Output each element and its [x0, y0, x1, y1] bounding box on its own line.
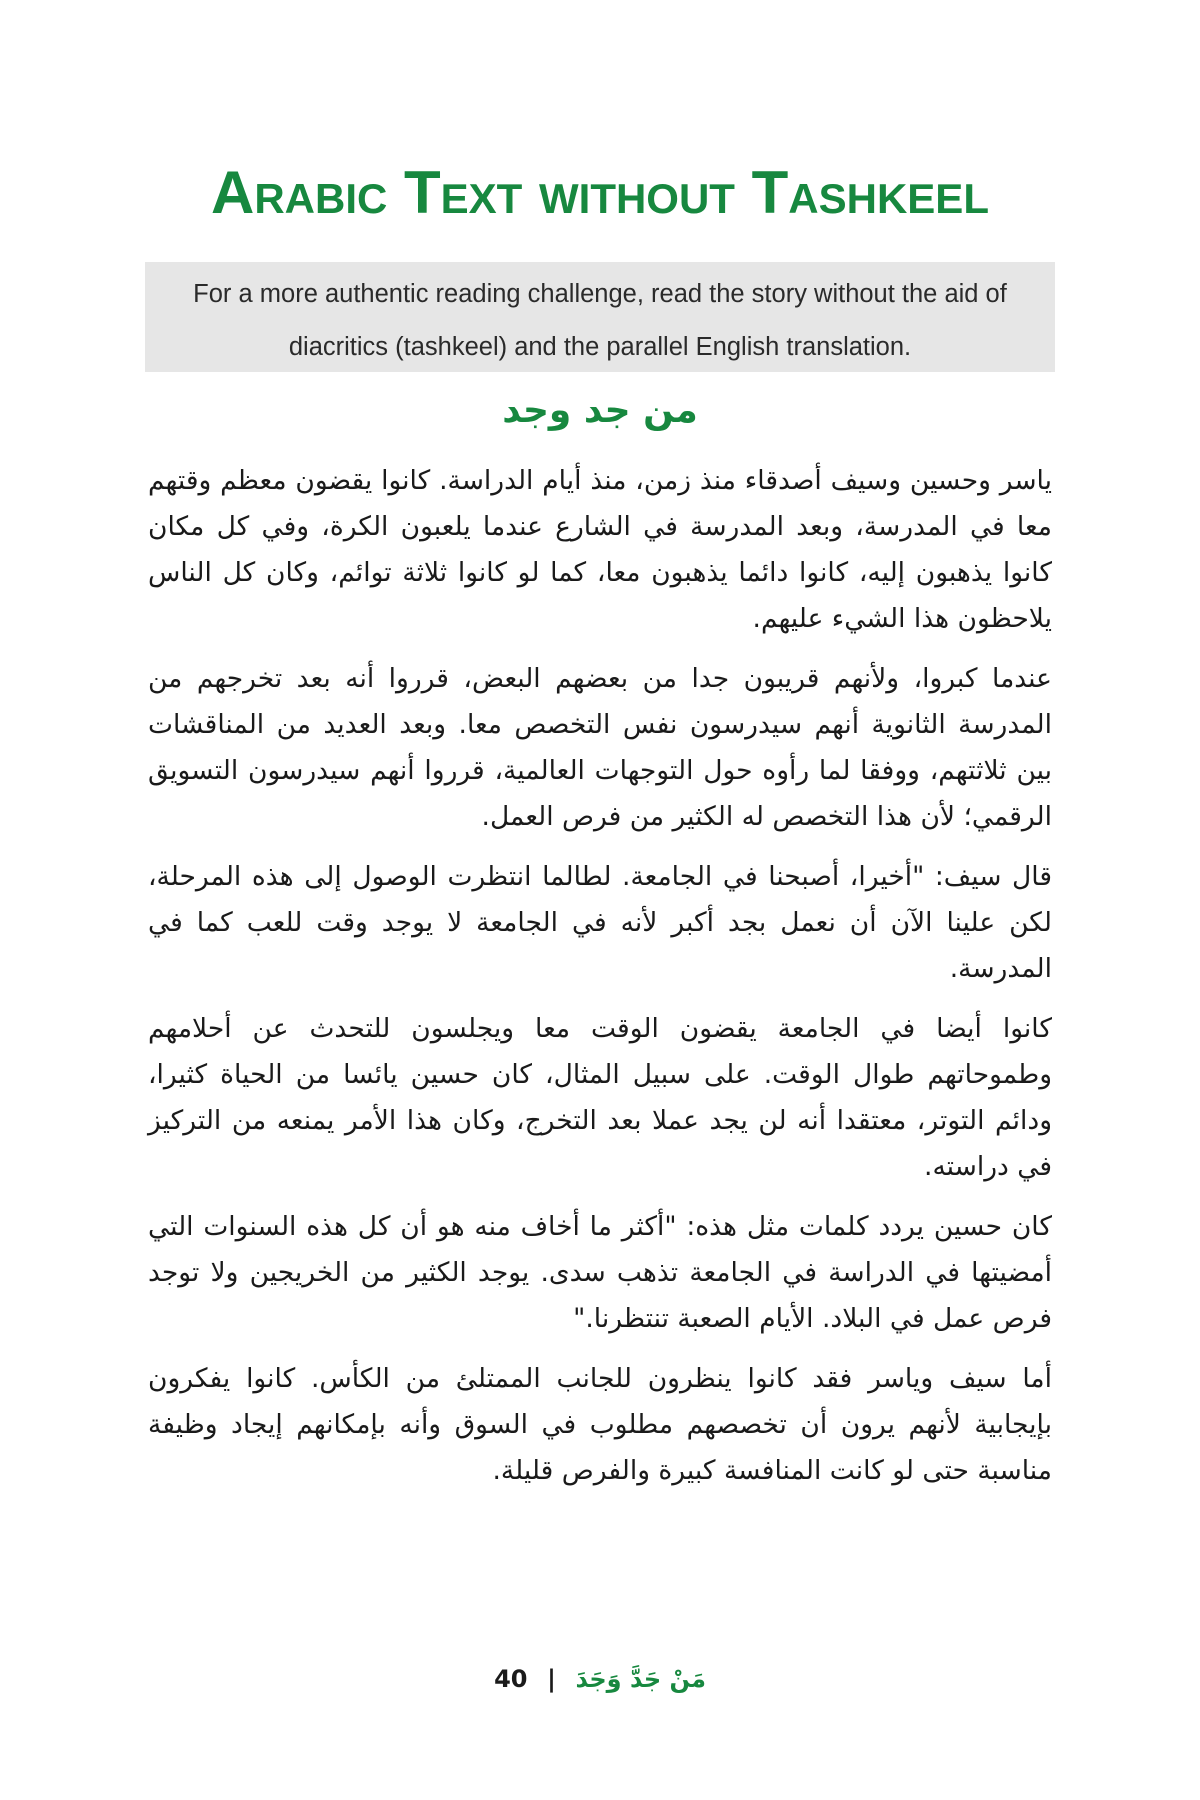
- intro-box: [145, 262, 1055, 372]
- story-paragraph: عندما كبروا، ولأنهم قريبون جدا من بعضهم البعض، قرروا أنه بعد تخرجهم من المدرسة الثانوية أنهم سيدرسون نفس التخصص معا. وبعد العديد من المناقشات بين ثلاثتهم، ووفقا لما رأوه حول التوجهات العالمية، قرروا أنهم سيدرسون التسويق الرقمي؛ لأن هذا التخصص له الكثير من فرص العمل.: [148, 663, 1052, 832]
- footer-separator: |: [547, 1665, 556, 1693]
- story-paragraph: ياسر وحسين وسيف أصدقاء منذ زمن، منذ أيام الدراسة. كانوا يقضون معظم وقتهم معا في المدرسة، وبعد المدرسة في الشارع عندما يلعبون الكرة، وفي كل مكان كانوا يذهبون إليه، كانوا دائما يذهبون معا، كما لو كانوا ثلاثة توائم، وكان كل الناس يلاحظون هذا الشيء عليهم.: [148, 465, 1052, 634]
- story-paragraph: كانوا أيضا في الجامعة يقضون الوقت معا ويجلسون للتحدث عن أحلامهم وطموحاتهم طوال الوقت. على سبيل المثال، كان حسين يائسا من الحياة كثيرا، ودائم التوتر، معتقدا أنه لن يجد عملا بعد التخرج، وكان هذا الأمر يمنعه من التركيز في دراسته.: [148, 1013, 1052, 1182]
- footer-book-title: مَنْ جَدَّ وَجَدَ: [575, 1665, 706, 1693]
- page-title: Arabic Text without Tashkeel: [211, 159, 989, 226]
- story-title: من جد وجد: [502, 390, 698, 431]
- story-paragraph: أما سيف وياسر فقد كانوا ينظرون للجانب الممتلئ من الكأس. كانوا يفكرون بإيجابية لأنهم يرون أن تخصصهم مطلوب في السوق وأنه بإمكانهم إيجاد وظيفة مناسبة حتى لو كانت المنافسة كبيرة والفرص قليلة.: [148, 1363, 1052, 1486]
- story-paragraph: قال سيف: "أخيرا، أصبحنا في الجامعة. لطالما انتظرت الوصول إلى هذه المرحلة، لكن علينا الآن أن نعمل بجد أكبر لأنه في الجامعة لا يوجد وقت للعب كما في المدرسة.: [148, 861, 1052, 984]
- page-footer: [0, 1665, 1200, 1693]
- page-number: 40: [494, 1665, 528, 1693]
- intro-text: For a more authentic reading challenge, read the story without the aid of diacritics (tashkeel) and the parallel English translation.: [193, 280, 1007, 361]
- story-paragraph: كان حسين يردد كلمات مثل هذه: "أكثر ما أخاف منه هو أن كل هذه السنوات التي أمضيتها في الدراسة في الجامعة تذهب سدى. يوجد الكثير من الخريجين ولا توجد فرص عمل في البلاد. الأيام الصعبة تنتظرنا.": [148, 1211, 1052, 1334]
- story-body: [148, 458, 1052, 1508]
